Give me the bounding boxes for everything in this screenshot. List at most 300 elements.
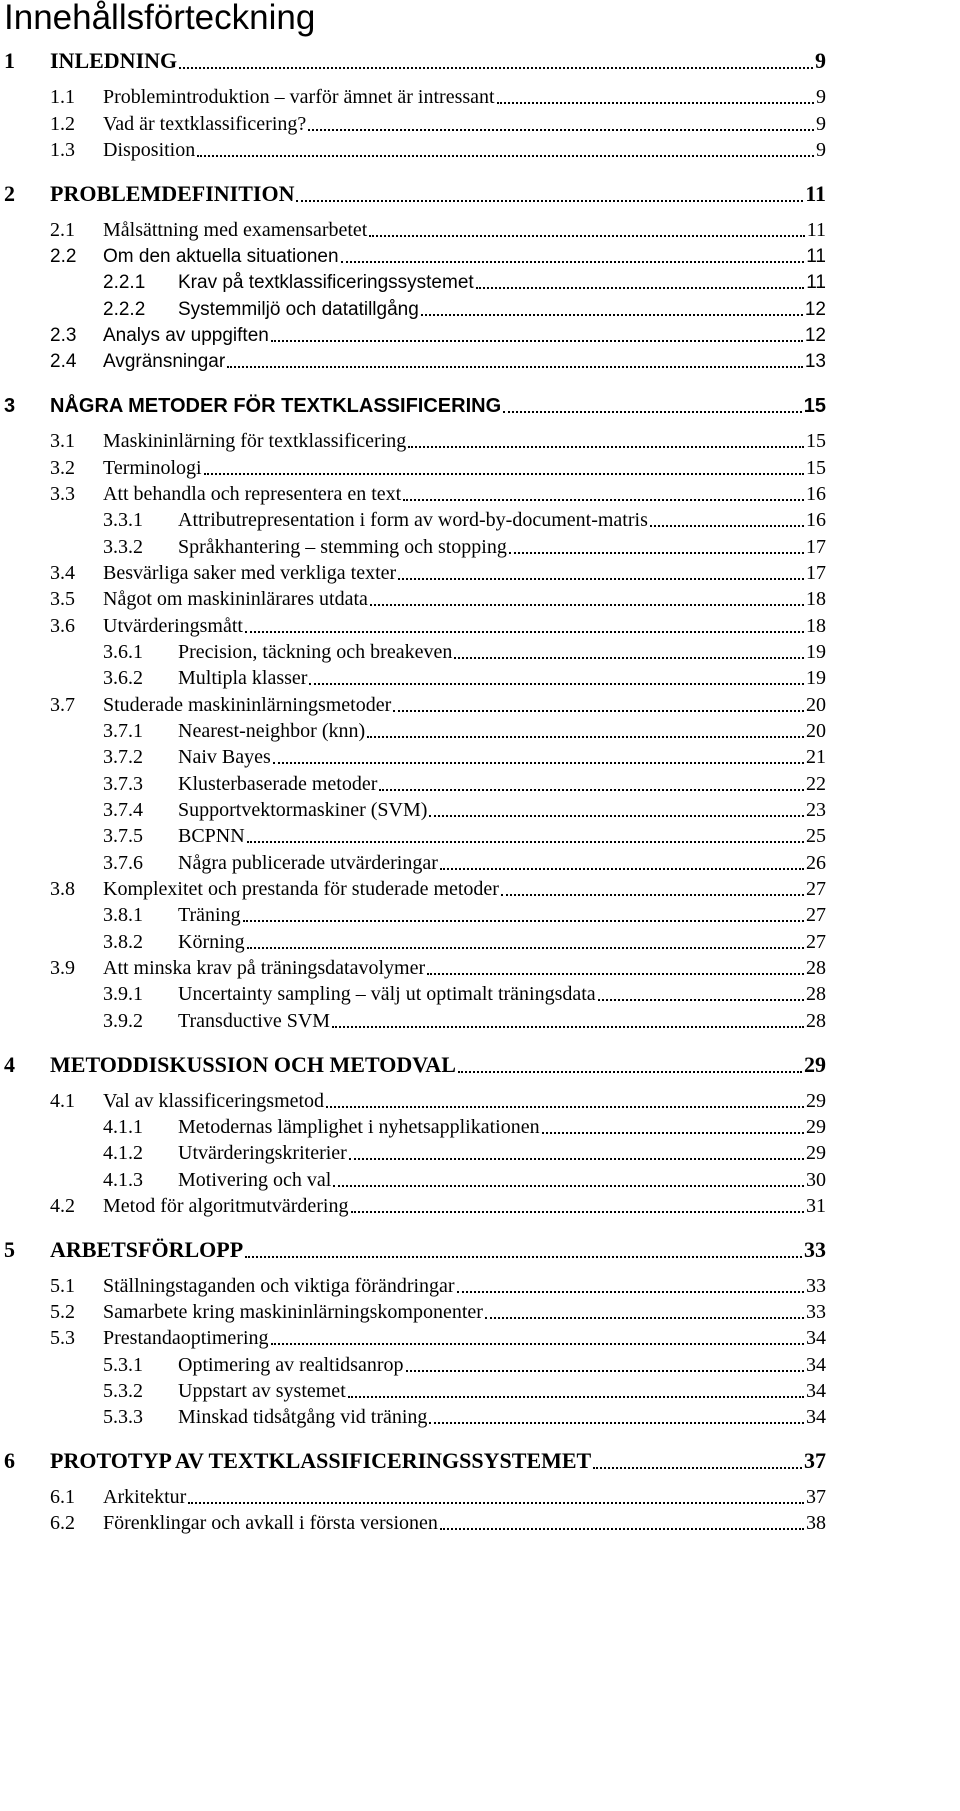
entry-number: 3.6 [50,615,75,637]
dot-leader [197,155,814,157]
toc-entry[interactable] [0,743,960,769]
entry-label: Avgränsningar [103,351,226,372]
entry-body [178,1116,826,1139]
entry-body [178,746,826,769]
entry-body [103,246,826,268]
page-number: 18 [806,615,826,637]
entry-label: Vad är textklassificering? [103,113,307,135]
entry-label: Optimering av realtidsanrop [178,1354,404,1376]
entry-label: Metod för algoritmutvärdering [103,1195,349,1217]
toc-entry[interactable] [0,1272,960,1298]
dot-leader [179,67,813,69]
dot-leader [485,1317,804,1319]
page-number: 22 [806,773,826,795]
entry-label: Att minska krav på träningsdatavolymer [103,957,426,979]
dot-leader [421,314,803,316]
entry-body [50,395,826,418]
toc-entry[interactable] [0,268,960,294]
entry-label: PROBLEMDEFINITION [50,181,295,206]
entry-number: 2.2.2 [103,299,146,320]
entry-label: BCPNN [178,825,245,847]
entry-body [50,48,826,74]
page-number: 9 [816,113,826,135]
dot-leader [429,815,804,817]
dot-leader [408,446,804,448]
page-number: 15 [806,457,826,479]
entry-body [103,219,826,242]
toc-entry[interactable] [0,427,960,453]
page-number: 29 [806,1142,826,1164]
toc-entry[interactable] [0,1139,960,1165]
dot-leader [271,1343,804,1345]
toc-entry[interactable] [0,901,960,927]
page-number: 12 [804,299,826,320]
entry-number: 1.1 [50,86,75,108]
toc-entry[interactable] [0,796,960,822]
entry-body [178,272,826,294]
entry-body [178,509,826,532]
page-number: 17 [806,536,826,558]
entry-body [103,457,826,480]
entry-number: 5.3.2 [103,1380,143,1402]
entry-label: METODDISKUSSION OCH METODVAL [50,1052,456,1077]
entry-number: 3.8 [50,878,75,900]
page-number: 37 [806,1486,826,1508]
page-number: 27 [806,904,826,926]
page-number: 26 [806,852,826,874]
entry-label: Maskininlärning för textklassificering [103,430,407,452]
dot-leader [351,1211,805,1213]
page-number: 29 [806,1116,826,1138]
toc-entry[interactable] [0,480,960,506]
toc-entry[interactable] [0,1192,960,1218]
page-number: 18 [806,588,826,610]
entry-body [178,536,826,559]
entry-label: Förenklingar och avkall i första versionen [103,1512,438,1534]
page-number: 21 [806,746,826,768]
entry-body [103,139,826,162]
toc-entry[interactable] [0,664,960,690]
entry-label: Arkitektur [103,1486,187,1508]
toc-entry[interactable] [0,559,960,585]
entry-label: Uppstart av systemet [178,1380,346,1402]
entry-body [50,1052,826,1078]
toc-entry[interactable] [0,506,960,532]
page-number: 11 [806,246,826,267]
entry-label: NÅGRA METODER FÖR TEXTKLASSIFICERING [50,395,502,417]
dot-leader [501,894,804,896]
entry-number: 4.1.2 [103,1142,143,1164]
entry-label: Systemmiljö och datatillgång [178,299,419,320]
entry-label: Transductive SVM [178,1010,331,1032]
entry-body [103,1195,826,1218]
page-number: 15 [803,395,826,417]
entry-label: Något om maskininlärares utdata [103,588,368,610]
entry-number: 3.9 [50,957,75,979]
entry-number: 6.2 [50,1512,75,1534]
dot-leader [271,340,803,342]
toc-chapter-entry[interactable] [0,1052,960,1078]
dot-leader [369,235,804,237]
entry-number: 3.7.4 [103,799,143,821]
entry-number: 4.1 [50,1090,75,1112]
entry-body [103,113,826,136]
entry-number: 5.2 [50,1301,75,1323]
page-number: 13 [804,351,826,372]
entry-body [178,904,826,927]
dot-leader [348,1396,804,1398]
page-number: 37 [804,1448,826,1473]
page-number: 25 [806,825,826,847]
entry-body [178,1406,826,1429]
entry-label: Supportvektormaskiner (SVM) [178,799,428,821]
entry-label: INLEDNING [50,48,178,73]
entry-number: 3.4 [50,562,75,584]
entry-label: Naiv Bayes [178,746,271,768]
entry-body [103,694,826,717]
entry-body [178,983,826,1006]
entry-label: Val av klassificeringsmetod [103,1090,325,1112]
toc-entry[interactable] [0,110,960,136]
page-number: 33 [806,1275,826,1297]
entry-body [103,1486,826,1509]
page-number: 29 [806,1090,826,1112]
dot-leader [188,1502,804,1504]
page-number: 9 [816,139,826,161]
entry-label: Träning [178,904,241,926]
toc-entry[interactable] [0,533,960,559]
entry-number: 3.6.2 [103,667,143,689]
entry-body [50,181,826,207]
toc-chapter-entry[interactable] [0,1448,960,1474]
toc-entry[interactable] [0,849,960,875]
entry-body [103,615,826,638]
entry-number: 3.7.3 [103,773,143,795]
entry-number: 3.3.2 [103,536,143,558]
dot-leader [309,683,804,685]
toc-entry[interactable] [0,1324,960,1350]
entry-label: Analys av uppgiften [103,325,269,346]
dot-leader [247,947,804,949]
dot-leader [503,411,802,413]
dot-leader [403,499,804,501]
toc-chapter-entry[interactable] [0,48,960,74]
toc-entry[interactable] [0,136,960,162]
dot-leader [332,1026,804,1028]
entry-body [178,1142,826,1165]
dot-leader [243,920,804,922]
toc-entry[interactable] [0,770,960,796]
entry-number: 3.7.1 [103,720,143,742]
page-number: 23 [806,799,826,821]
toc-entry[interactable] [0,612,960,638]
entry-body [103,430,826,453]
toc-entry[interactable] [0,321,960,347]
dot-leader [458,1071,802,1073]
entry-number: 3.2 [50,457,75,479]
page-number: 33 [806,1301,826,1323]
entry-label: Metodernas lämplighet i nyhetsapplikationen [178,1116,540,1138]
entry-number: 5.3.3 [103,1406,143,1428]
dot-leader [247,841,804,843]
page-number: 15 [806,430,826,452]
entry-number: 5.3 [50,1327,75,1349]
dot-leader [429,1422,804,1424]
dot-leader [333,1185,804,1187]
entry-number: 4 [4,1052,15,1077]
dot-leader [509,552,804,554]
entry-number: 3.8.2 [103,931,143,953]
entry-body [178,1380,826,1403]
entry-label: Att behandla och representera en text [103,483,402,505]
entry-label: Minskad tidsåtgång vid träning [178,1406,428,1428]
page-number: 31 [806,1195,826,1217]
toc-entry[interactable] [0,1483,960,1509]
dot-leader [245,1256,802,1258]
entry-number: 3.8.1 [103,904,143,926]
entry-body [178,773,826,796]
toc-chapter-entry[interactable] [0,392,960,418]
dot-leader [497,102,814,104]
entry-label: Problemintroduktion – varför ämnet är intressant [103,86,495,108]
entry-body [178,799,826,822]
toc-entry[interactable] [0,454,960,480]
page-number: 20 [806,694,826,716]
toc-entry[interactable] [0,1403,960,1429]
entry-label: Krav på textklassificeringssystemet [178,272,474,293]
entry-body [103,325,826,347]
dot-leader [598,999,804,1001]
toc-entry[interactable] [0,216,960,242]
dot-leader [370,604,804,606]
page-number: 34 [806,1380,826,1402]
dot-leader [245,631,804,633]
toc-entry[interactable] [0,1007,960,1033]
toc-entry[interactable] [0,717,960,743]
entry-body [178,931,826,954]
entry-number: 1.3 [50,139,75,161]
toc-entry[interactable] [0,295,960,321]
entry-number: 6.1 [50,1486,75,1508]
entry-body [178,641,826,664]
entry-label: Motivering och val [178,1169,332,1191]
entry-number: 3.7.2 [103,746,143,768]
page-number: 34 [806,1406,826,1428]
dot-leader [406,1370,805,1372]
entry-label: Komplexitet och prestanda för studerade metoder [103,878,499,900]
entry-label: Nearest-neighbor (knn) [178,720,366,742]
entry-body [103,588,826,611]
page-number: 27 [806,931,826,953]
page-number: 16 [806,509,826,531]
entry-body [103,1090,826,1113]
entry-number: 2.1 [50,219,75,241]
entry-body [178,299,826,321]
toc-entry[interactable] [0,980,960,1006]
entry-label: Uncertainty sampling – välj ut optimalt träningsdata [178,983,596,1005]
dot-leader [349,1158,804,1160]
toc-entry[interactable] [0,1509,960,1535]
entry-body [103,86,826,109]
entry-label: Språkhantering – stemming och stopping [178,536,507,558]
entry-body [103,878,826,901]
entry-label: Terminologi [103,457,202,479]
entry-number: 2 [4,181,15,206]
page-number: 20 [806,720,826,742]
entry-label: Klusterbaserade metoder [178,773,378,795]
toc-entry[interactable] [0,638,960,664]
page-number: 33 [804,1237,826,1262]
page-number: 28 [806,983,826,1005]
dot-leader [393,710,804,712]
page-number: 17 [806,562,826,584]
entry-number: 3.7.6 [103,852,143,874]
dot-leader [427,973,804,975]
entry-number: 3.6.1 [103,641,143,663]
entry-body [50,1237,826,1263]
page-number: 34 [806,1354,826,1376]
toc-entry[interactable] [0,83,960,109]
entry-body [178,667,826,690]
entry-label: Attributrepresentation i form av word-by-document-matris [178,509,648,531]
entry-body [178,720,826,743]
entry-label: Målsättning med examensarbetet [103,219,368,241]
dot-leader [296,200,803,202]
dot-leader [440,1528,804,1530]
entry-number: 3 [4,395,16,417]
entry-number: 1 [4,48,15,73]
toc-entry[interactable] [0,242,960,268]
toc-entry[interactable] [0,1113,960,1139]
entry-label: Studerade maskininlärningsmetoder [103,694,392,716]
toc-entry[interactable] [0,691,960,717]
dot-leader [273,762,804,764]
entry-body [178,825,826,848]
entry-number: 3.3.1 [103,509,143,531]
entry-number: 1.2 [50,113,75,135]
entry-number: 6 [4,1448,15,1473]
page-number: 11 [806,219,826,241]
toc-entry[interactable] [0,1087,960,1113]
entry-number: 3.7.5 [103,825,143,847]
entry-label: Prestandaoptimering [103,1327,269,1349]
dot-leader [542,1132,804,1134]
entry-number: 4.2 [50,1195,75,1217]
entry-number: 2.4 [50,351,77,372]
dot-leader [204,473,804,475]
dot-leader [457,1291,804,1293]
page-number: 12 [804,325,826,346]
toc-entry[interactable] [0,1166,960,1192]
toc-entry[interactable] [0,875,960,901]
entry-number: 5.1 [50,1275,75,1297]
entry-number: 3.9.1 [103,983,143,1005]
dot-leader [379,789,804,791]
entry-number: 4.1.3 [103,1169,143,1191]
toc-entry[interactable] [0,822,960,848]
entry-body [103,562,826,585]
page-number: 11 [806,272,826,293]
entry-body [103,1327,826,1350]
entry-label: Samarbete kring maskininlärningskomponenter [103,1301,483,1323]
entry-number: 3.3 [50,483,75,505]
toc-title: Innehållsförteckning [4,0,316,37]
entry-label: Några publicerade utvärderingar [178,852,438,874]
page-number: 16 [806,483,826,505]
page-number: 9 [815,48,826,73]
dot-leader [341,261,805,263]
toc-entry[interactable] [0,585,960,611]
entry-label: Ställningstaganden och viktiga förändringar [103,1275,455,1297]
entry-label: Utvärderingsmått [103,615,243,637]
entry-number: 5 [4,1237,15,1262]
page-number: 28 [806,957,826,979]
entry-body [178,852,826,875]
page-number: 27 [806,878,826,900]
entry-label: Disposition [103,139,196,161]
entry-label: Om den aktuella situationen [103,246,339,267]
page-number: 28 [806,1010,826,1032]
entry-body [103,957,826,980]
page-number: 19 [806,667,826,689]
page-number: 34 [806,1327,826,1349]
entry-number: 3.5 [50,588,75,610]
entry-label: Besvärliga saker med verkliga texter [103,562,397,584]
entry-number: 2.3 [50,325,77,346]
entry-label: Precision, täckning och breakeven [178,641,453,663]
entry-body [103,1275,826,1298]
page-number: 38 [806,1512,826,1534]
entry-number: 4.1.1 [103,1116,143,1138]
toc-entry[interactable] [0,1351,960,1377]
dot-leader [440,868,804,870]
dot-leader [227,366,803,368]
toc-entry[interactable] [0,954,960,980]
dot-leader [367,736,804,738]
entry-label: ARBETSFÖRLOPP [50,1237,244,1262]
entry-body [103,351,826,373]
dot-leader [476,287,805,289]
entry-body [103,483,826,506]
toc-chapter-entry[interactable] [0,1237,960,1263]
entry-body [178,1169,826,1192]
entry-number: 3.7 [50,694,75,716]
dot-leader [308,129,814,131]
entry-body [178,1010,826,1033]
toc-entry[interactable] [0,928,960,954]
entry-label: Utvärderingskriterier [178,1142,347,1164]
entry-body [50,1448,826,1474]
toc-entry[interactable] [0,1377,960,1403]
toc-chapter-entry[interactable] [0,181,960,207]
dot-leader [650,525,804,527]
toc-entry[interactable] [0,347,960,373]
entry-body [103,1301,826,1324]
dot-leader [593,1467,802,1469]
entry-number: 2.2.1 [103,272,146,293]
entry-number: 2.2 [50,246,77,267]
page-number: 30 [806,1169,826,1191]
entry-number: 5.3.1 [103,1354,143,1376]
entry-label: Körning [178,931,245,953]
entry-label: PROTOTYP AV TEXTKLASSIFICERINGSSYSTEMET [50,1448,592,1473]
page-number: 29 [804,1052,826,1077]
page-number: 9 [816,86,826,108]
entry-body [103,1512,826,1535]
toc-entry[interactable] [0,1298,960,1324]
page-number: 11 [805,181,826,206]
entry-label: Multipla klasser [178,667,308,689]
